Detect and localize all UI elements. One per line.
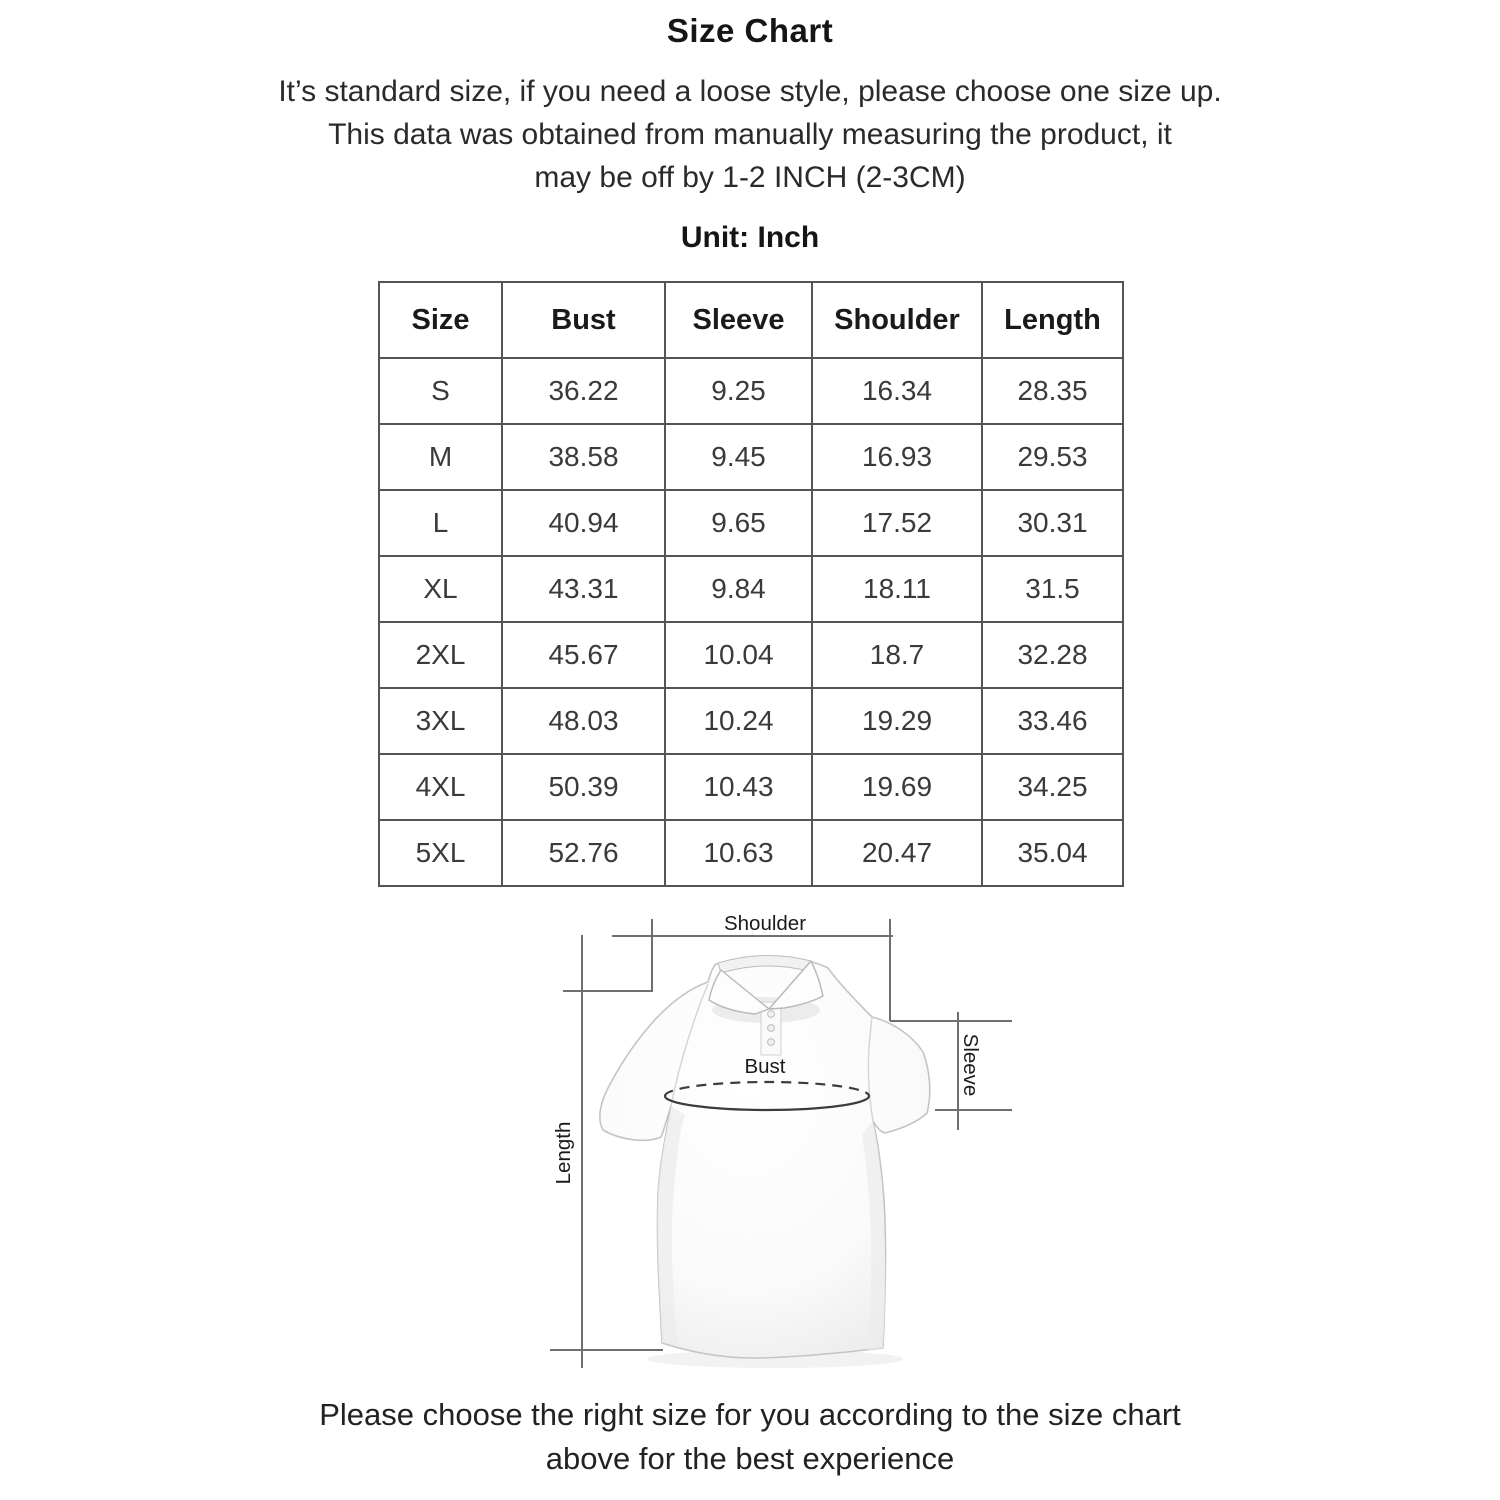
- size-table: [378, 281, 1124, 887]
- footer-line-1: Please choose the right size for you according to the size chart: [319, 1397, 1181, 1432]
- sleeve-cell: 9.45: [665, 424, 812, 490]
- column-header-length: Length: [982, 282, 1123, 358]
- bust-cell: 45.67: [502, 622, 665, 688]
- length-cell: 28.35: [982, 358, 1123, 424]
- length-cell: 32.28: [982, 622, 1123, 688]
- length-cell: 29.53: [982, 424, 1123, 490]
- column-header-sleeve: Sleeve: [665, 282, 812, 358]
- button-icon: [768, 1025, 775, 1032]
- bust-cell: 38.58: [502, 424, 665, 490]
- size-cell: 4XL: [379, 754, 502, 820]
- footer-note: [0, 1393, 1500, 1481]
- polo-shirt-illustration: [600, 955, 930, 1358]
- size-disclaimer: [0, 70, 1500, 199]
- bust-cell: 43.31: [502, 556, 665, 622]
- size-cell: L: [379, 490, 502, 556]
- shoulder-label: Shoulder: [723, 912, 807, 935]
- shoulder-cell: 16.93: [812, 424, 982, 490]
- table-row-s: [379, 358, 1123, 424]
- length-cell: 34.25: [982, 754, 1123, 820]
- table-row-2xl: [379, 622, 1123, 688]
- size-cell: 3XL: [379, 688, 502, 754]
- footer-line-2: above for the best experience: [545, 1441, 955, 1476]
- size-cell: M: [379, 424, 502, 490]
- size-cell: 5XL: [379, 820, 502, 886]
- disclaimer-line-3: may be off by 1-2 INCH (2-3CM): [534, 161, 966, 194]
- bust-cell: 36.22: [502, 358, 665, 424]
- length-cell: 35.04: [982, 820, 1123, 886]
- sleeve-label: Sleeve: [959, 1033, 982, 1097]
- sleeve-cell: 9.65: [665, 490, 812, 556]
- size-cell: S: [379, 358, 502, 424]
- column-header-shoulder: Shoulder: [812, 282, 982, 358]
- column-header-size: Size: [379, 282, 502, 358]
- disclaimer-line-1: It’s standard size, if you need a loose style, please choose one size up.: [278, 75, 1222, 108]
- bust-cell: 40.94: [502, 490, 665, 556]
- page-title: Size Chart: [666, 12, 834, 49]
- size-cell: 2XL: [379, 622, 502, 688]
- sleeve-cell: 10.24: [665, 688, 812, 754]
- length-cell: 30.31: [982, 490, 1123, 556]
- length-cell: 33.46: [982, 688, 1123, 754]
- button-icon: [768, 1039, 775, 1046]
- bust-label: Bust: [744, 1055, 786, 1078]
- table-row-3xl: [379, 688, 1123, 754]
- button-icon: [768, 1011, 775, 1018]
- shoulder-cell: 18.11: [812, 556, 982, 622]
- sleeve-cell: 9.84: [665, 556, 812, 622]
- column-header-bust: Bust: [502, 282, 665, 358]
- table-row-m: [379, 424, 1123, 490]
- length-label: Length: [552, 1121, 575, 1185]
- length-cell: 31.5: [982, 556, 1123, 622]
- table-row-4xl: [379, 754, 1123, 820]
- sleeve-cell: 10.43: [665, 754, 812, 820]
- bust-cell: 52.76: [502, 820, 665, 886]
- size-cell: XL: [379, 556, 502, 622]
- disclaimer-line-2: This data was obtained from manually measuring the product, it: [328, 118, 1172, 151]
- sleeve-cell: 9.25: [665, 358, 812, 424]
- shoulder-cell: 20.47: [812, 820, 982, 886]
- shoulder-cell: 17.52: [812, 490, 982, 556]
- shoulder-cell: 19.29: [812, 688, 982, 754]
- bust-cell: 48.03: [502, 688, 665, 754]
- shoulder-cell: 18.7: [812, 622, 982, 688]
- shoulder-cell: 16.34: [812, 358, 982, 424]
- sleeve-cell: 10.04: [665, 622, 812, 688]
- table-header-row: [379, 282, 1123, 358]
- shirt-measurement-diagram: [540, 900, 1030, 1385]
- table-row-l: [379, 490, 1123, 556]
- sleeve-cell: 10.63: [665, 820, 812, 886]
- bust-cell: 50.39: [502, 754, 665, 820]
- shoulder-cell: 19.69: [812, 754, 982, 820]
- unit-label: Unit: Inch: [680, 221, 820, 254]
- table-row-xl: [379, 556, 1123, 622]
- table-row-5xl: [379, 820, 1123, 886]
